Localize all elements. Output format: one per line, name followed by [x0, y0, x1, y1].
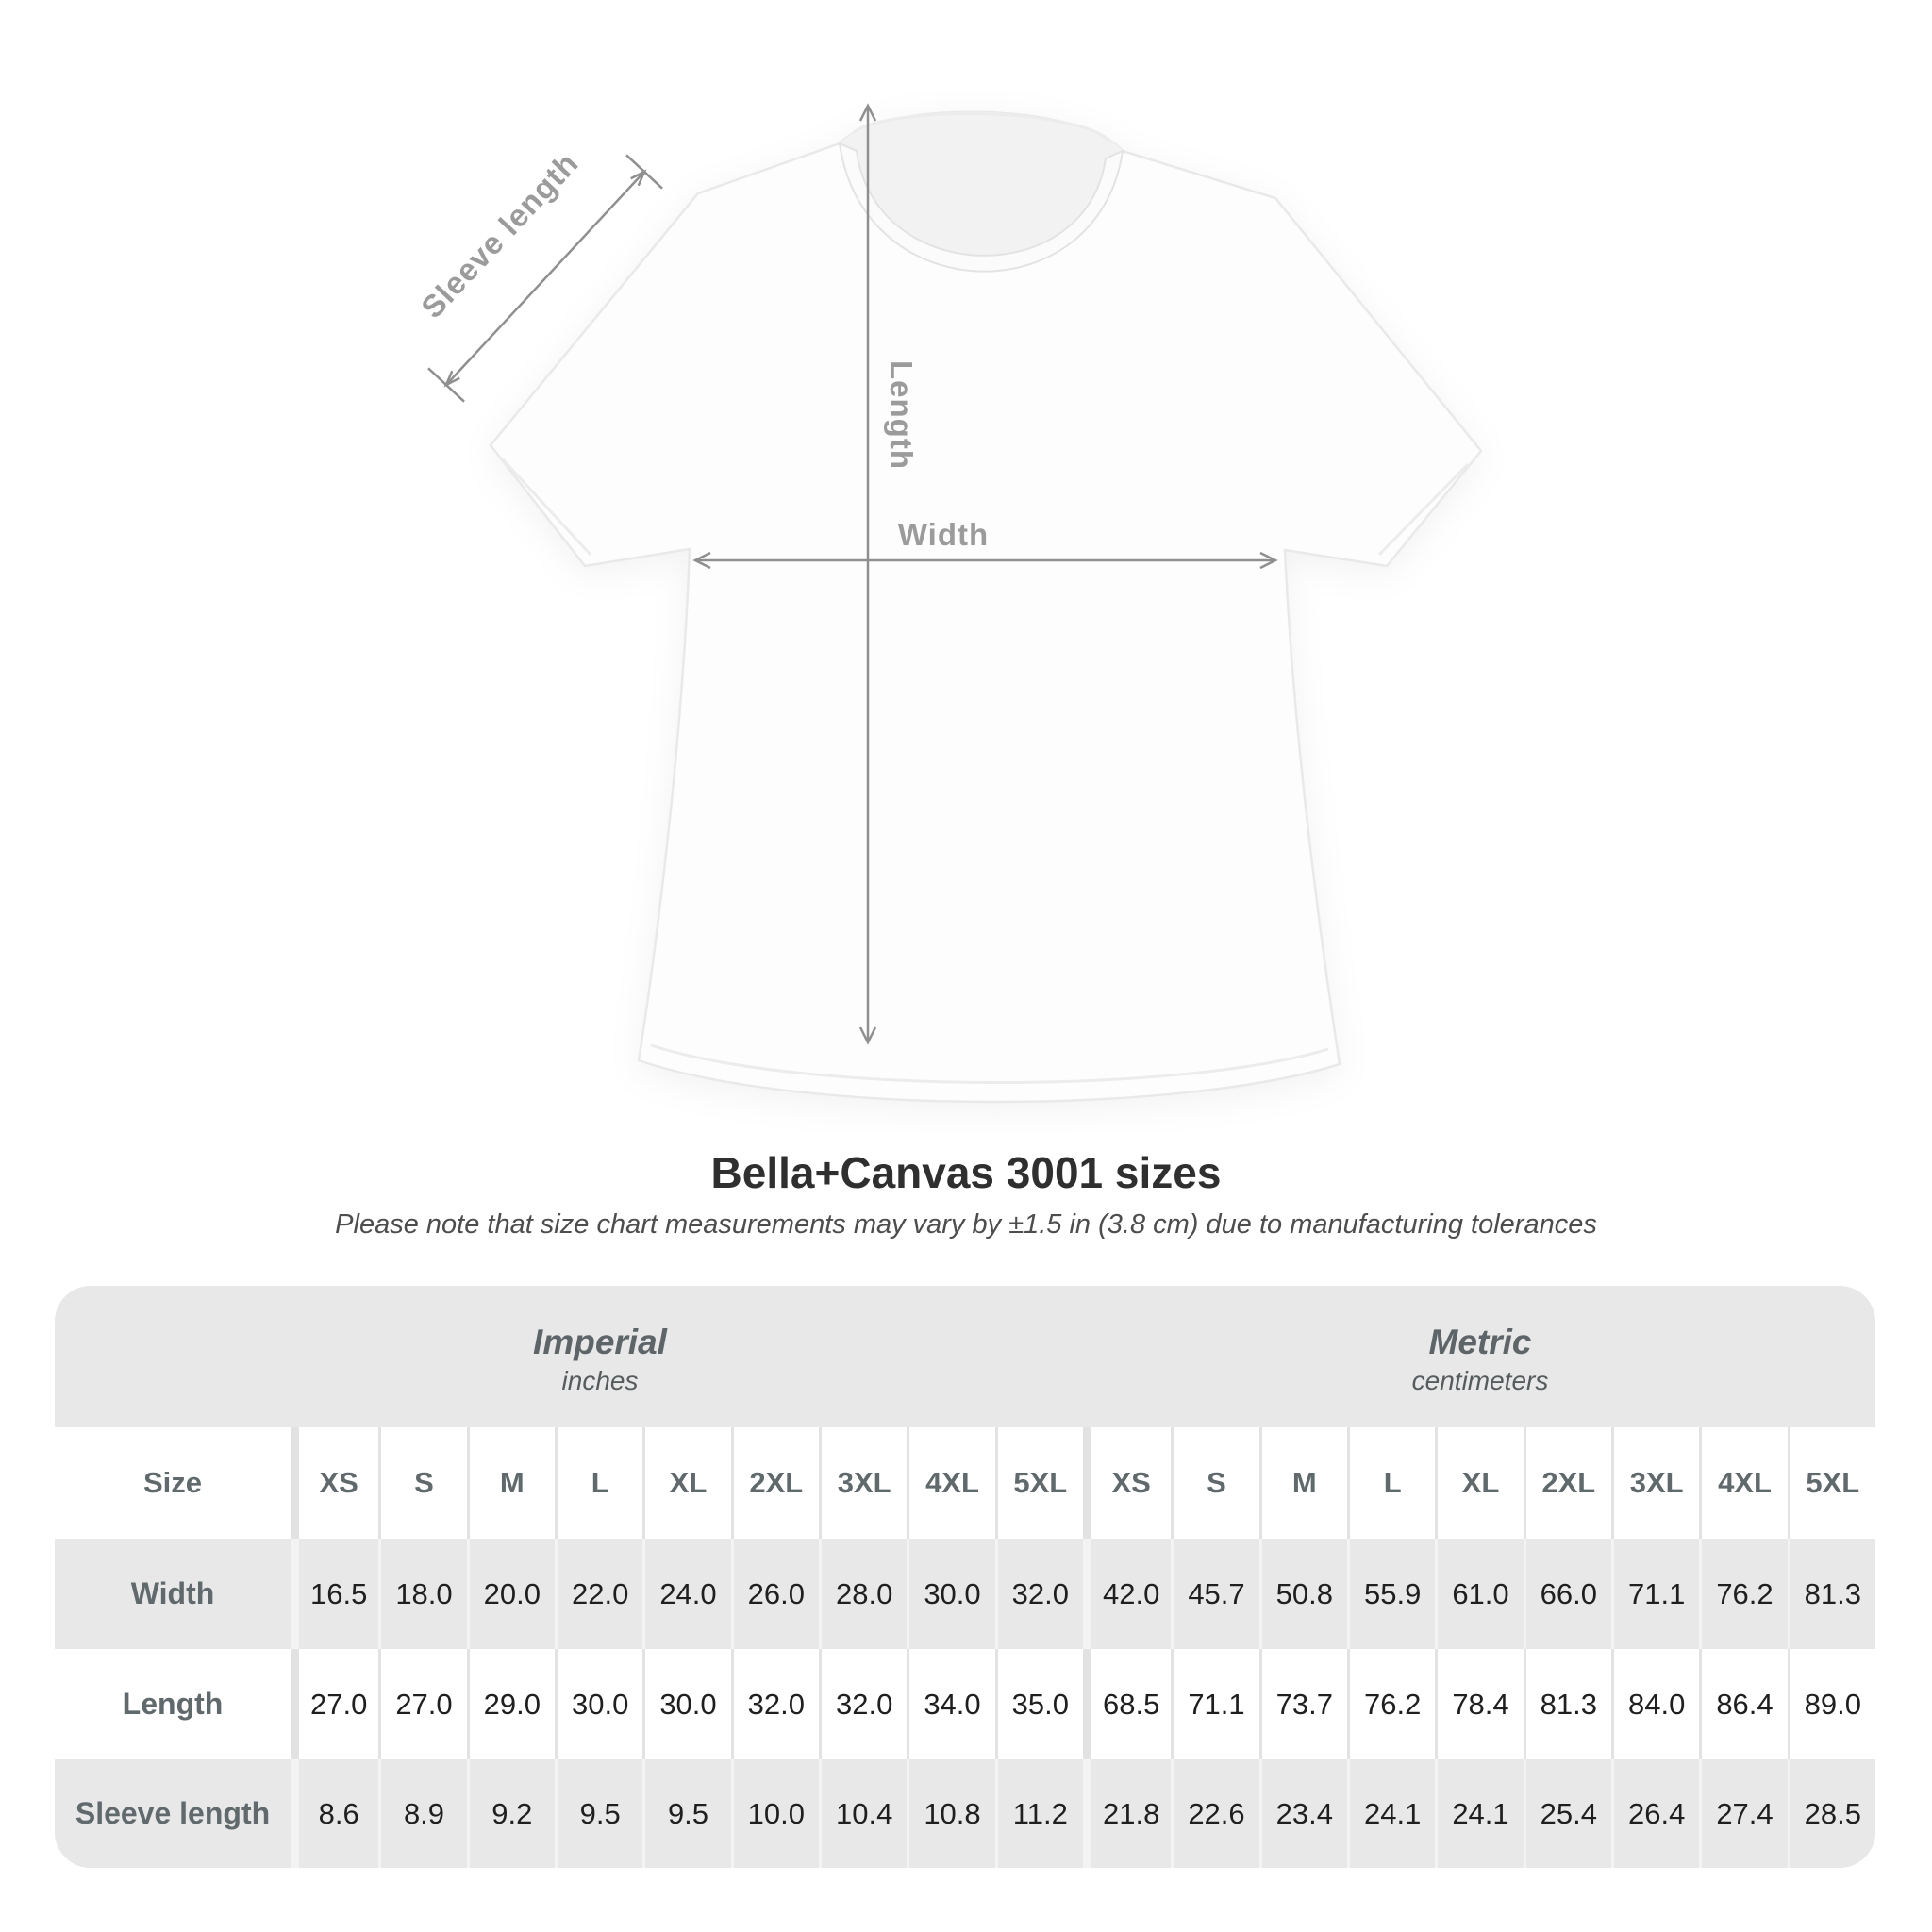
size-header-imperial: XS [291, 1427, 378, 1539]
value-cell: 86.4 [1699, 1649, 1787, 1759]
value-cell: 81.3 [1524, 1649, 1611, 1759]
value-cell: 32.0 [731, 1649, 819, 1759]
value-cell: 73.7 [1259, 1649, 1347, 1759]
value-cell: 30.0 [642, 1649, 730, 1759]
size-header-imperial: 2XL [731, 1427, 819, 1539]
value-cell: 24.0 [642, 1539, 730, 1649]
size-header-imperial: 4XL [907, 1427, 994, 1539]
size-header-imperial: 3XL [819, 1427, 907, 1539]
imperial-unit-label: inches [561, 1366, 639, 1395]
row-label: Sleeve length [55, 1759, 291, 1868]
size-header-imperial: M [467, 1427, 555, 1539]
value-cell: 84.0 [1611, 1649, 1699, 1759]
imperial-label: Imperial [533, 1323, 667, 1361]
width-dimension-label: Width [897, 517, 990, 552]
value-cell: 9.5 [555, 1759, 642, 1868]
length-dimension-label: Length [884, 360, 919, 470]
size-header-imperial: 5XL [995, 1427, 1083, 1539]
tolerance-note: Please note that size chart measurements may vary by ±1.5 in (3.8 cm) due to manufacturing tolerances [335, 1209, 1597, 1240]
value-cell: 55.9 [1347, 1539, 1435, 1649]
value-cell: 68.5 [1083, 1649, 1171, 1759]
value-cell: 32.0 [819, 1649, 907, 1759]
value-cell: 21.8 [1083, 1759, 1171, 1868]
value-cell: 32.0 [995, 1539, 1083, 1649]
value-cell: 25.4 [1524, 1759, 1611, 1868]
value-cell: 30.0 [555, 1649, 642, 1759]
value-cell: 11.2 [995, 1759, 1083, 1868]
row-label: Width [55, 1539, 291, 1649]
value-cell: 66.0 [1524, 1539, 1611, 1649]
size-header-imperial: S [378, 1427, 466, 1539]
value-cell: 9.2 [467, 1759, 555, 1868]
size-header-metric: S [1171, 1427, 1258, 1539]
sleeve-extension-tick-top [626, 155, 662, 188]
value-cell: 89.0 [1788, 1649, 1875, 1759]
size-header-metric: 2XL [1524, 1427, 1611, 1539]
value-cell: 71.1 [1611, 1539, 1699, 1649]
page-title: Bella+Canvas 3001 sizes [710, 1148, 1222, 1197]
value-cell: 18.0 [378, 1539, 466, 1649]
value-cell: 20.0 [467, 1539, 555, 1649]
value-cell: 26.4 [1611, 1759, 1699, 1868]
value-cell: 28.5 [1788, 1759, 1875, 1868]
value-cell: 42.0 [1083, 1539, 1171, 1649]
value-cell: 35.0 [995, 1649, 1083, 1759]
value-cell: 10.4 [819, 1759, 907, 1868]
value-cell: 22.0 [555, 1539, 642, 1649]
metric-unit-label: centimeters [1411, 1366, 1549, 1395]
value-cell: 28.0 [819, 1539, 907, 1649]
sleeve-extension-tick-bottom [428, 368, 464, 401]
value-cell: 81.3 [1788, 1539, 1875, 1649]
metric-group-header [1085, 1286, 1875, 1427]
sleeve-dimension-label: Sleeve length [414, 144, 586, 325]
size-header-imperial: L [555, 1427, 642, 1539]
value-cell: 76.2 [1347, 1649, 1435, 1759]
value-cell: 8.9 [378, 1759, 466, 1868]
value-cell: 34.0 [907, 1649, 994, 1759]
value-cell: 27.4 [1699, 1759, 1787, 1868]
size-column-header: Size [55, 1427, 291, 1539]
value-cell: 10.0 [731, 1759, 819, 1868]
value-cell: 30.0 [907, 1539, 994, 1649]
value-cell: 61.0 [1435, 1539, 1523, 1649]
size-header-metric: 4XL [1699, 1427, 1787, 1539]
size-header-metric: L [1347, 1427, 1435, 1539]
size-header-metric: M [1259, 1427, 1347, 1539]
size-table-grid [55, 1427, 1875, 1868]
size-header-metric: XS [1083, 1427, 1171, 1539]
unit-group-header-row [55, 1286, 1875, 1427]
row-label: Length [55, 1649, 291, 1759]
value-cell: 78.4 [1435, 1649, 1523, 1759]
value-cell: 26.0 [731, 1539, 819, 1649]
value-cell: 71.1 [1171, 1649, 1258, 1759]
value-cell: 50.8 [1259, 1539, 1347, 1649]
value-cell: 45.7 [1171, 1539, 1258, 1649]
size-header-metric: 5XL [1788, 1427, 1875, 1539]
value-cell: 10.8 [907, 1759, 994, 1868]
size-header-imperial: XL [642, 1427, 730, 1539]
value-cell: 76.2 [1699, 1539, 1787, 1649]
value-cell: 9.5 [642, 1759, 730, 1868]
value-cell: 16.5 [291, 1539, 378, 1649]
size-table-card [55, 1286, 1875, 1868]
size-header-metric: XL [1435, 1427, 1523, 1539]
value-cell: 23.4 [1259, 1759, 1347, 1868]
value-cell: 27.0 [291, 1649, 378, 1759]
value-cell: 27.0 [378, 1649, 466, 1759]
metric-label: Metric [1428, 1323, 1532, 1361]
imperial-group-header [85, 1286, 1115, 1427]
value-cell: 24.1 [1347, 1759, 1435, 1868]
value-cell: 29.0 [467, 1649, 555, 1759]
value-cell: 24.1 [1435, 1759, 1523, 1868]
size-header-metric: 3XL [1611, 1427, 1699, 1539]
value-cell: 8.6 [291, 1759, 378, 1868]
value-cell: 22.6 [1171, 1759, 1258, 1868]
